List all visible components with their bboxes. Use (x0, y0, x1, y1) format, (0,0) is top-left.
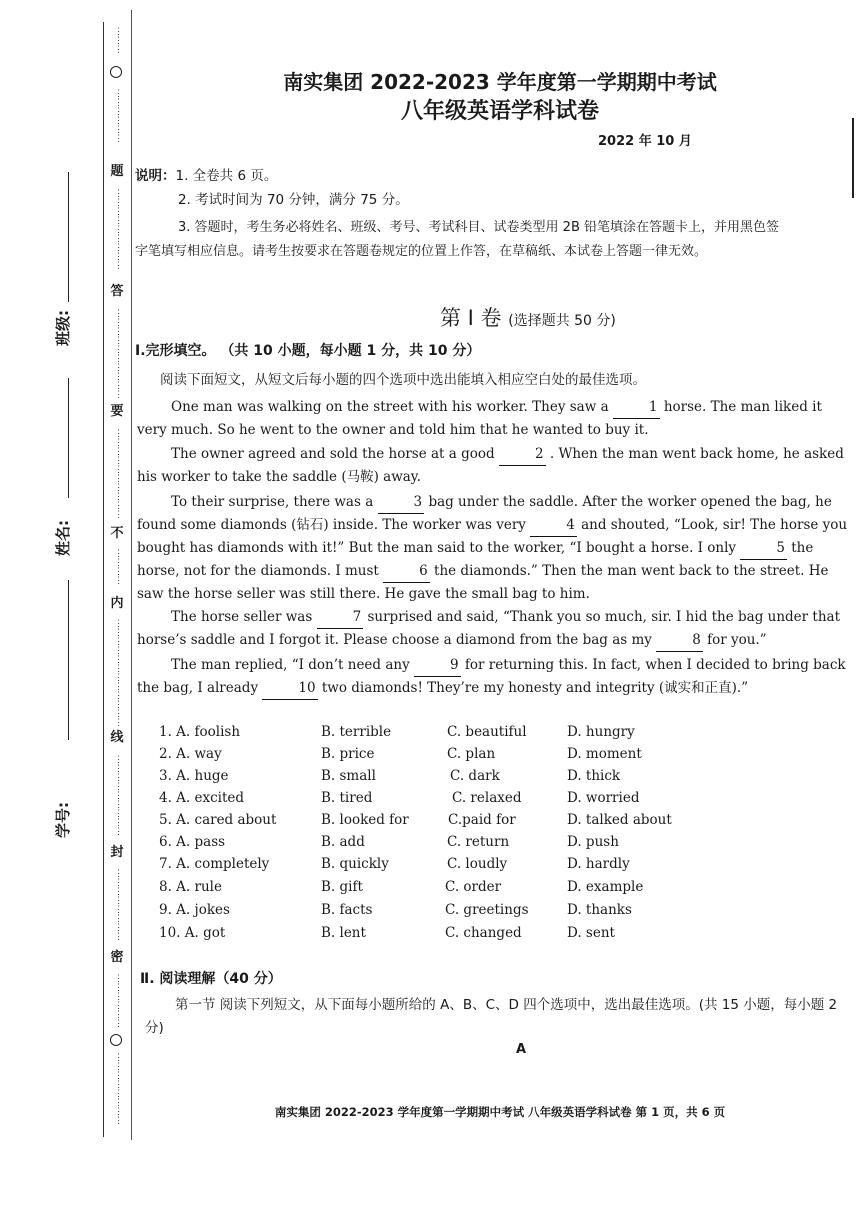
name-label: 姓名: (54, 520, 72, 556)
binding-char: 不 (110, 526, 124, 541)
binding-char: 要 (110, 404, 124, 419)
binding-char: 密 (110, 950, 124, 965)
blank-8: 8 (656, 629, 703, 652)
binding-char: 内 (110, 596, 124, 611)
option-row: 10. A. got B. lent C. changed D. sent (159, 925, 615, 941)
option-row: 6. A. pass B. add C. return D. push (159, 834, 619, 850)
cloze-direction: 阅读下面短文，从短文后每小题的四个选项中选出能填入相应空白处的最佳选项。 (160, 372, 646, 388)
passage-label: A (516, 1042, 527, 1057)
instruction-1: 1. 全卷共 6 页。 (175, 168, 278, 184)
option-row: 5. A. cared about B. looked for C.paid for D. talked about (159, 812, 672, 828)
cloze-paragraph-4: The horse seller was 7 surprised and said, “Thank you so much, sir. I hid the bag under that horse’s saddle and I forgot it. Please choose a diamond from the bag as my 8 for you.” (137, 606, 849, 652)
instruction-2: 2. 考试时间为 70 分钟，满分 75 分。 (178, 192, 409, 208)
option-row: 4. A. excited B. tired C. relaxed D. worried (159, 790, 640, 806)
student-no-line (68, 580, 69, 740)
page-edge-mark (852, 118, 854, 198)
reading-direction: 第一节 阅读下列短文，从下面每小题所给的 A、B、C、D 四个选项中，选出最佳选项。(共 15 小题，每小题 2 分) (145, 997, 838, 1036)
blank-9: 9 (414, 654, 461, 677)
option-row: 9. A. jokes B. facts C. greetings D. thanks (159, 902, 632, 918)
option-row: 8. A. rule B. gift C. order D. example (159, 879, 644, 895)
binding-char: 题 (110, 164, 124, 179)
blank-3: 3 (378, 491, 425, 514)
option-row: 1. A. foolish B. terrible C. beautiful D. hungry (159, 724, 635, 740)
blank-4: 4 (530, 514, 577, 537)
exam-date: 2022 年 10 月 (598, 134, 692, 149)
cloze-paragraph-3: To their surprise, there was a 3 bag under the saddle. After the worker opened the bag, he found some diamonds (钻石) inside. The worker was very 4 and shouted, “Look, sir! The horse you bought has diamonds with it!” But the man said to the worker, “I bought a horse. I only 5 the horse, not for the diamonds. I must 6 the diamonds.” Then the man went back to the street. He saw the horse seller was still there. He gave the small bag to him. (137, 491, 849, 605)
instruction-3-line2: 字笔填写相应信息。请考生按要求在答题卷规定的位置上作答，在草稿纸、本试卷上答题一律无效。 (135, 244, 708, 259)
exam-subtitle: 八年级英语学科试卷 (400, 99, 599, 124)
option-row: 3. A. huge B. small C. dark D. thick (159, 768, 621, 784)
class-label: 班级: (54, 310, 72, 346)
binding-edge (131, 10, 132, 1140)
instructions (135, 164, 277, 184)
name-line (68, 378, 69, 498)
exam-title: 南实集团 2022-2023 学年度第一学期期中考试 (283, 70, 717, 94)
cloze-section-title: Ⅰ.完形填空。 （共 10 小题，每小题 1 分，共 10 分） (135, 343, 481, 359)
option-row: 2. A. way B. price C. plan D. moment (159, 746, 642, 762)
blank-10: 10 (262, 677, 317, 700)
binding-hole (110, 66, 122, 78)
part-subtitle: (选择题共 50 分) (508, 313, 616, 329)
binding-hole (110, 1034, 122, 1046)
page-footer: 南实集团 2022-2023 学年度第一学期期中考试 八年级英语学科试卷 第 1 页，共 6 页 (274, 1105, 726, 1119)
binding-char: 线 (110, 730, 124, 745)
class-line (68, 172, 69, 302)
blank-1: 1 (613, 396, 660, 419)
binding-char: 封 (110, 845, 124, 860)
binding-char: 答 (110, 284, 124, 299)
reading-section-title: Ⅱ. 阅读理解（40 分） (140, 971, 282, 987)
part-title (440, 302, 616, 332)
cloze-paragraph-2: The owner agreed and sold the horse at a good 2 . When the man went back home, he asked his worker to take the saddle (马鞍) away. (137, 443, 849, 488)
instructions-heading: 说明： (135, 168, 176, 184)
blank-6: 6 (383, 560, 430, 583)
binding-line (103, 22, 104, 1137)
cloze-paragraph-1: One man was walking on the street with his worker. They saw a 1 horse. The man liked it very much. So he went to the owner and told him that he wanted to buy it. (137, 396, 849, 441)
student-no-label: 学号: (54, 802, 72, 838)
part-title-text: 第 Ⅰ 卷 (440, 306, 502, 330)
cloze-paragraph-5: The man replied, “I don’t need any 9 for returning this. In fact, when I decided to bring back the bag, I already 10 two diamonds! They’re my honesty and integrity (诚实和正直).” (137, 654, 849, 700)
blank-7: 7 (317, 606, 364, 629)
blank-2: 2 (499, 443, 546, 466)
option-row: 7. A. completely B. quickly C. loudly D. hardly (159, 856, 630, 872)
instruction-3-line1: 3. 答题时，考生务必将姓名、班级、考号、考试科目、试卷类型用 2B 铅笔填涂在答题卡上，并用黑色签 (178, 220, 779, 235)
blank-5: 5 (740, 537, 787, 560)
